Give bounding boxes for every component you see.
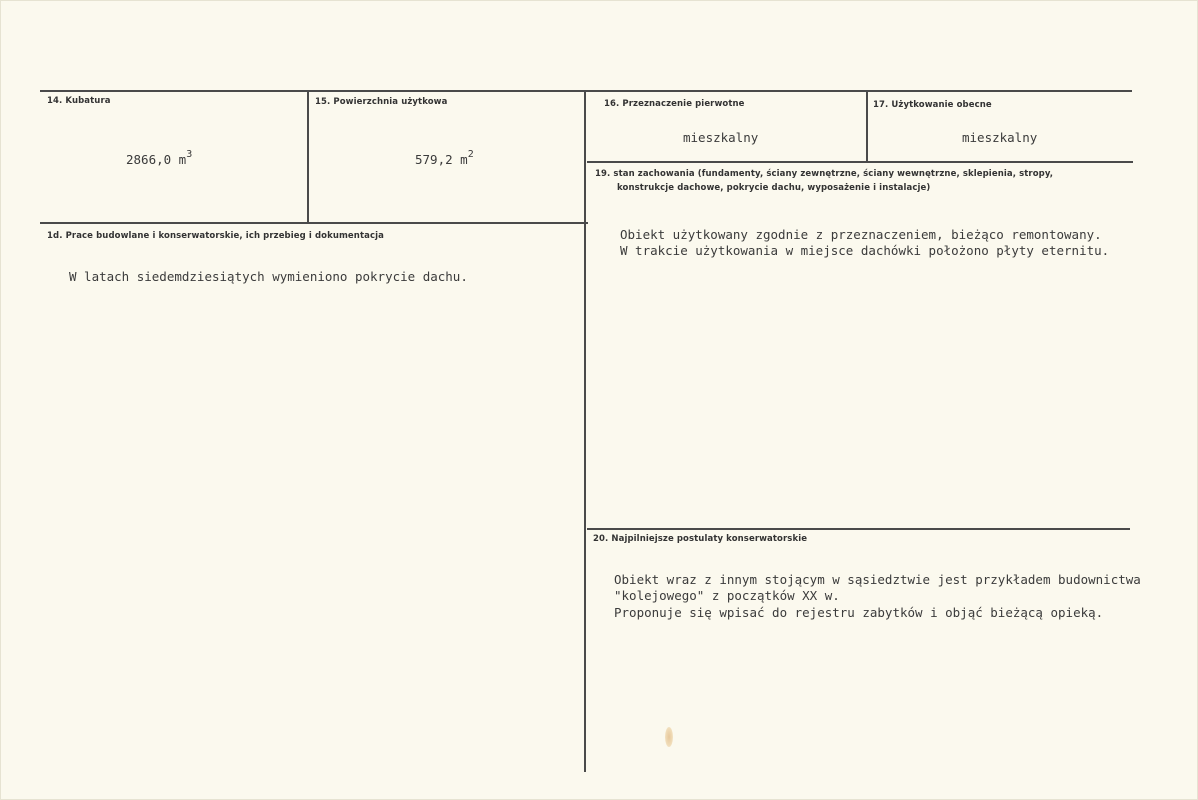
field-15-label: 15. Powierzchnia użytkowa [315, 97, 448, 107]
field-15-value [415, 147, 474, 168]
divider-14-15 [307, 90, 309, 224]
field-17-value: mieszkalny [962, 130, 1038, 145]
field-15-exponent: 2 [467, 149, 474, 160]
field-14-exponent: 3 [186, 149, 193, 160]
field-16-value: mieszkalny [683, 130, 759, 145]
paper-stain [665, 727, 673, 747]
top-rule [40, 90, 1132, 92]
field-20-text-line2: "kolejowego" z początków XX w. [614, 588, 840, 603]
field-20-label: 20. Najpilniejsze postulaty konserwatorskie [593, 534, 808, 544]
field-17-label: 17. Użytkowanie obecne [873, 100, 992, 110]
field-14-label: 14. Kubatura [47, 96, 111, 106]
divider-16-17 [866, 90, 868, 163]
field-1d-text: W latach siedemdziesiątych wymieniono pokrycie dachu. [69, 269, 468, 284]
rule-above-20 [587, 528, 1130, 530]
field-16-label: 16. Przeznaczenie pierwotne [604, 99, 745, 109]
rule-under-14-15 [40, 222, 588, 224]
field-1d-label: 1d. Prace budowlane i konserwatorskie, ich przebieg i dokumentacja [47, 231, 384, 241]
field-19-label-line1: 19. stan zachowania (fundamenty, ściany zewnętrzne, ściany wewnętrzne, sklepienia, stropy, [595, 169, 1054, 179]
field-14-value [126, 147, 192, 168]
field-19-label-line2: konstrukcje dachowe, pokrycie dachu, wyposażenie i instalacje) [617, 183, 931, 193]
rule-under-16-17 [587, 161, 1133, 163]
field-19-text-line1: Obiekt użytkowany zgodnie z przeznaczeniem, bieżąco remontowany. [620, 227, 1102, 242]
field-20-text-line1: Obiekt wraz z innym stojącym w sąsiedztwie jest przykładem budownictwa [614, 572, 1141, 587]
field-14-value-text: 2866,0 m [126, 152, 187, 167]
field-20-text-line3: Proponuje się wpisać do rejestru zabytków i objąć bieżącą opieką. [614, 605, 1104, 620]
field-15-value-text: 579,2 m [415, 152, 468, 167]
divider-main [584, 90, 586, 772]
field-19-text-line2: W trakcie użytkowania w miejsce dachówki położono płyty eternitu. [620, 243, 1110, 258]
